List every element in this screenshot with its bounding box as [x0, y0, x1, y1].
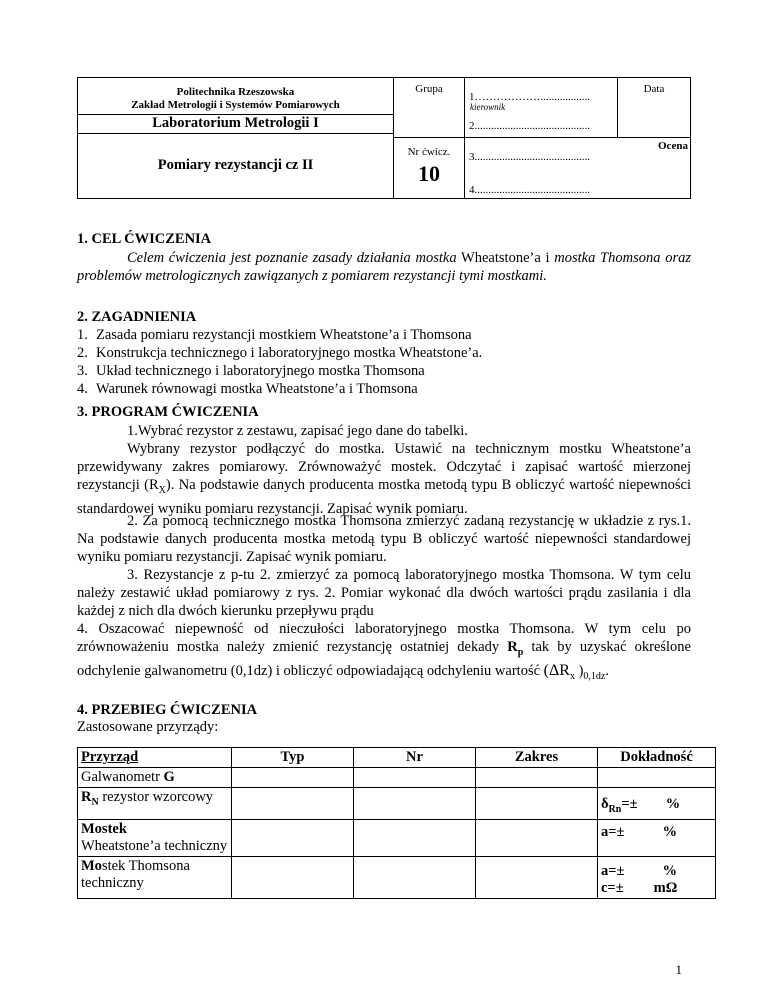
page-number: 1 — [675, 962, 682, 977]
table-row — [78, 856, 716, 898]
section-1-title: 1. CEL ĆWICZENIA — [77, 231, 212, 247]
list-item: 2. Konstrukcja technicznego i laboratoryjnego mostka Wheatstone’a. — [77, 345, 483, 361]
range-cell[interactable] — [476, 788, 598, 820]
instrument-name: $R_N$ rezystor wzorcowy — [78, 788, 232, 820]
date-label: Data — [643, 83, 665, 95]
table-row — [78, 768, 716, 788]
program-step-1: 1.Wybrać rezystor z zestawu, zapisać jego dane do tabelki. — [127, 423, 468, 439]
list-item: 1. Zasada pomiaru rezystancji mostkiem Wheatstone’a i Thomsona — [77, 327, 472, 343]
exercise-number: 10 — [418, 161, 440, 186]
instrument-name: Galwanometr G — [78, 768, 232, 788]
accuracy-cell[interactable]: a=± % — [598, 819, 716, 856]
lab-name: Laboratorium Metrologii I — [152, 115, 319, 131]
exercise-topic: Pomiary rezystancji cz II — [157, 157, 314, 173]
instruments-subtitle: Zastosowane przyrządy: — [77, 719, 219, 735]
number-cell[interactable] — [354, 856, 476, 898]
type-cell[interactable] — [232, 856, 354, 898]
department-name: Zakład Metrologii i Systemów Pomiarowych — [131, 99, 340, 111]
number-cell[interactable] — [354, 788, 476, 820]
accuracy-cell[interactable]: $\delta_{Rn}=\pm$ % — [598, 788, 716, 820]
type-cell[interactable] — [232, 819, 354, 856]
table-row — [78, 788, 716, 820]
member-2-field[interactable]: 2.......................................... — [469, 120, 590, 132]
column-header: Przyrząd — [78, 748, 232, 768]
list-item: 4. Warunek równowagi mostka Wheatstone’a i Thomsona — [77, 381, 418, 397]
range-cell[interactable] — [476, 856, 598, 898]
section-1-text: Celem ćwiczenia jest poznanie zasady działania mostka Wheatstone’a i mostka Thomsona oraz problemów metrologicznych zawiązanych z pomiarem rezystancji tymi mostkami. — [77, 250, 691, 284]
instrument-name: Mostek Wheatstone’a techniczny — [78, 819, 232, 856]
column-header: Dokładność — [598, 748, 716, 768]
column-header: Typ — [232, 748, 354, 768]
type-cell[interactable] — [232, 788, 354, 820]
accuracy-cell[interactable]: a=± % c=± mΩ — [598, 856, 716, 898]
group-label: Grupa — [415, 83, 443, 95]
program-step-1-detail: Wybrany rezystor podłączyć do mostka. Ustawić na technicznym mostku Wheatstone’a przewidywany zakres pomiarowy. Zrównoważyć mostek. Odczytać i zapisać wartość mierzonej rezystancji $(R_X)$. Na podstawie danych producenta mostka metodą typu B obliczyć wartość niepewności standardowej wyniku pomiaru rezystancji. Zapisać wynik pomiaru. — [77, 441, 691, 517]
number-cell[interactable] — [354, 819, 476, 856]
instruments-table — [77, 747, 716, 899]
table-row — [78, 819, 716, 856]
number-cell[interactable] — [354, 768, 476, 788]
instrument-name: Mostek Thomsona techniczny — [78, 856, 232, 898]
type-cell[interactable] — [232, 768, 354, 788]
column-header: Zakres — [476, 748, 598, 768]
leader-note: kierownik — [470, 102, 506, 112]
program-step-4: 4. Oszacować niepewność od nieczułości laboratoryjnego mostka Thomsona. W tym celu po zrównoważeniu mostka należy zmienić rezystancję ostatniej dekady $R_p$ tak by uzyskać określone odchylenie galwanometru (0,1dz) i obliczyć odpowiadającą odchyleniu wartość ($\Delta R_x$ )$_{0,1dz}$. — [77, 621, 691, 682]
member-3-field[interactable]: 3.......................................... — [469, 151, 590, 163]
exercise-number-label: Nr ćwicz. — [407, 146, 451, 158]
range-cell[interactable] — [476, 819, 598, 856]
topics-list — [77, 326, 482, 398]
university-name: Politechnika Rzeszowska — [176, 86, 295, 98]
section-3-title: 3. PROGRAM ĆWICZENIA — [77, 404, 259, 420]
table-header-row — [78, 748, 716, 768]
section-2-title: 2. ZAGADNIENIA — [77, 309, 197, 325]
member-4-field[interactable]: 4.......................................... — [469, 184, 590, 196]
column-header: Nr — [354, 748, 476, 768]
range-cell[interactable] — [476, 768, 598, 788]
member-1-field[interactable]: 1……………….................. — [469, 91, 590, 103]
program-step-2: 2. Za pomocą technicznego mostka Thomsona zmierzyć zadaną rezystancję w układzie z rys.1. Na podstawie danych producenta mostka metodą typu B obliczyć wartość niepewności standardowej wyniku pomiaru rezystancji. Zapisać wynik pomiaru. — [77, 513, 691, 565]
grade-label: Ocena — [658, 140, 688, 152]
list-item: 3. Układ technicznego i laboratoryjnego mostka Thomsona — [77, 363, 425, 379]
program-step-3: 3. Rezystancje z p-tu 2. zmierzyć za pomocą laboratoryjnego mostka Thomsona. W tym celu należy zestawić układ pomiarowy z rys. 2. Pomiar wykonać dla dwóch wartości prądu zasilania i dla każdej z nich dla dwóch kierunku przepływu prądu — [77, 567, 691, 619]
section-4-title: 4. PRZEBIEG ĆWICZENIA — [77, 702, 258, 718]
accuracy-cell[interactable] — [598, 768, 716, 788]
